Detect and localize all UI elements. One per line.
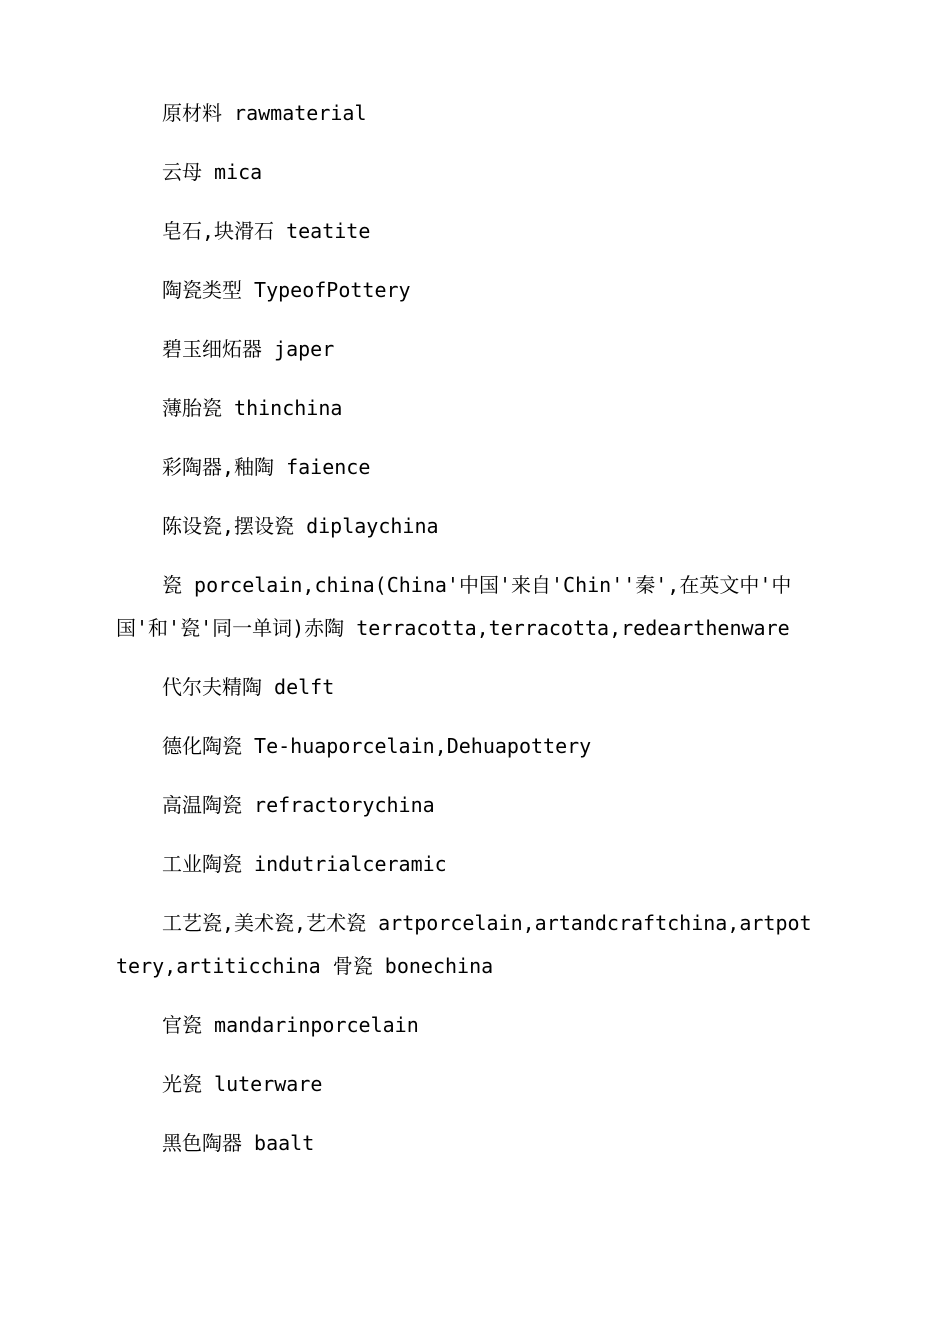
- paragraph-jasper: 碧玉细炻器 japer: [162, 337, 335, 361]
- paragraph-mica: 云母 mica: [162, 160, 263, 184]
- paragraph-type-of-pottery: 陶瓷类型 TypeofPottery: [162, 278, 411, 302]
- paragraph-steatite: 皂石,块滑石 teatite: [162, 219, 371, 243]
- paragraph-refractory-china: 高温陶瓷 refractorychina: [162, 793, 435, 817]
- paragraph-industrial-ceramic: 工业陶瓷 indutrialceramic: [162, 852, 447, 876]
- paragraph-delft: 代尔夫精陶 delft: [162, 675, 335, 699]
- paragraph-display-china: 陈设瓷,摆设瓷 diplaychina: [162, 514, 439, 538]
- paragraph-mandarin-porcelain: 官瓷 mandarinporcelain: [162, 1013, 419, 1037]
- paragraph-thin-china: 薄胎瓷 thinchina: [162, 396, 343, 420]
- paragraph-basalt: 黑色陶器 baalt: [162, 1131, 315, 1155]
- paragraph-porcelain: 瓷 porcelain,china(China'中国'来自'Chin''秦',在英文中'中国'和'瓷'同一单词)赤陶 terracotta,terracotta,redearthenware: [116, 573, 792, 640]
- paragraph-dehua-porcelain: 德化陶瓷 Te-huaporcelain,Dehuapottery: [162, 734, 592, 758]
- document-body: [116, 92, 816, 1181]
- paragraph-art-porcelain: 工艺瓷,美术瓷,艺术瓷 artporcelain,artandcraftchina,artpottery,artiticchina 骨瓷 bonechina: [116, 911, 812, 978]
- paragraph-raw-material: 原材料 rawmaterial: [162, 101, 367, 125]
- paragraph-lusterware: 光瓷 luterware: [162, 1072, 323, 1096]
- paragraph-faience: 彩陶器,釉陶 faience: [162, 455, 371, 479]
